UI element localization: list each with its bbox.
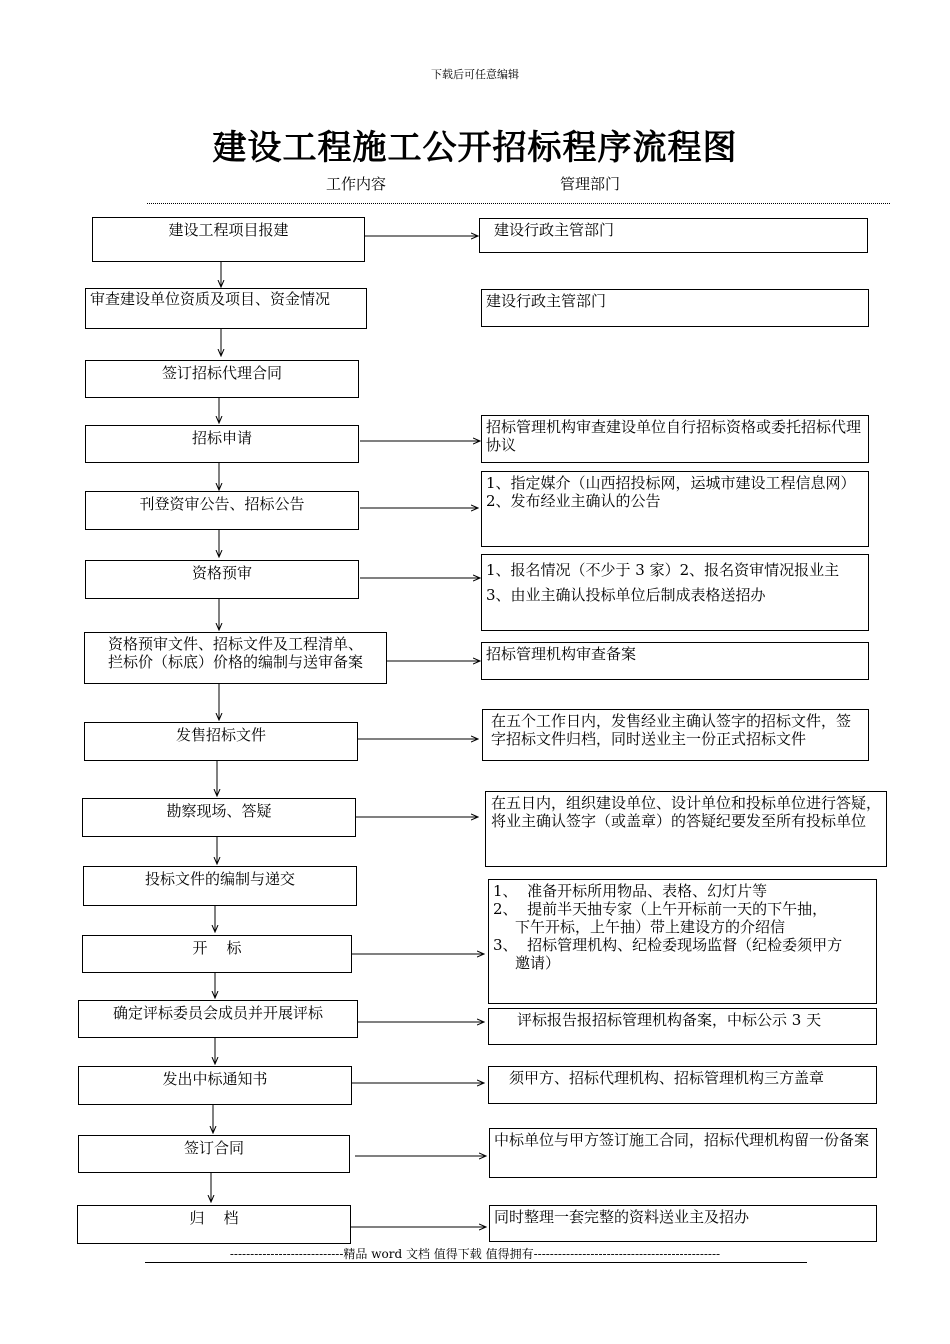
dept-box-12 <box>489 1128 877 1178</box>
step-label: 资格预审 <box>191 564 252 582</box>
step-box-9 <box>82 798 356 837</box>
step-box-7 <box>84 632 387 684</box>
dept-text: 同时整理一套完整的资料送业主及招办 <box>494 1208 750 1226</box>
dept-text-line-5: 邀请） <box>515 954 561 972</box>
step-label: 招标申请 <box>191 429 252 447</box>
dept-box-13 <box>489 1205 877 1242</box>
step-box-15 <box>77 1205 351 1244</box>
step-label-line-1: 资格预审文件、招标文件及工程清单、 <box>107 635 363 653</box>
column-header-work: 工作内容 <box>326 175 387 193</box>
step-box-1 <box>92 217 365 262</box>
step-label: 签订招标代理合同 <box>161 364 282 382</box>
step-box-10 <box>83 866 357 906</box>
dept-text: 招标管理机构审查备案 <box>486 645 637 663</box>
dept-text: 在五个工作日内，发售经业主确认签字的招标文件，签字招标文件归档，同时送业主一份正式招标文件 <box>491 712 852 748</box>
dept-box-10 <box>488 1008 877 1045</box>
step-box-3 <box>85 360 359 398</box>
dept-text: 招标管理机构审查建设单位自行招标资格或委托招标代理协议 <box>486 418 862 454</box>
step-box-6 <box>85 560 359 599</box>
step-label: 建设工程项目报建 <box>168 221 289 239</box>
page-title: 建设工程施工公开招标程序流程图 <box>212 128 738 168</box>
footer-text: ----------------------------精品 word 文档 值得下载 值得拥有---------------------------------------------- <box>229 1247 721 1261</box>
dept-text-line-2: 2、发布经业主确认的公告 <box>486 492 661 510</box>
step-label-line-2: 拦标价（标底）价格的编制与送审备案 <box>107 653 363 671</box>
dept-text: 建设行政主管部门 <box>494 221 615 239</box>
step-label: 确定评标委员会成员并开展评标 <box>112 1004 323 1022</box>
dept-text-line-2: 2、 提前半天抽专家（上午开标前一天的下午抽， <box>493 900 828 918</box>
dept-box-11 <box>488 1066 877 1104</box>
dept-text-line-2: 3、由业主确认投标单位后制成表格送招办 <box>486 586 766 604</box>
dept-box-8 <box>485 791 887 867</box>
dept-text: 建设行政主管部门 <box>486 292 607 310</box>
dept-box-7 <box>482 709 869 761</box>
dept-box-1 <box>479 218 868 253</box>
step-box-8 <box>84 722 358 761</box>
step-label: 审查建设单位资质及项目、资金情况 <box>90 290 331 308</box>
dept-text: 在五日内，组织建设单位、设计单位和投标单位进行答疑，将业主确认签字（或盖章）的答疑纪要发至所有投标单位 <box>491 794 882 830</box>
column-header-dept: 管理部门 <box>560 175 621 193</box>
dept-text-line-4: 3、 招标管理机构、纪检委现场监督（纪检委须甲方 <box>493 936 843 954</box>
step-box-2 <box>85 288 367 329</box>
dept-text: 须甲方、招标代理机构、招标管理机构三方盖章 <box>509 1069 825 1087</box>
dept-box-9 <box>488 879 877 1004</box>
step-box-5 <box>85 491 359 530</box>
dept-box-4 <box>481 471 869 547</box>
step-label: 刊登资审公告、招标公告 <box>139 495 305 513</box>
header-note: 下载后可任意编辑 <box>431 68 519 81</box>
step-label: 勘察现场、答疑 <box>166 802 272 820</box>
dept-box-3 <box>481 415 869 463</box>
step-box-4 <box>85 425 359 463</box>
step-label: 开 标 <box>192 939 242 957</box>
step-box-12 <box>78 1000 358 1038</box>
dept-box-6 <box>481 642 869 680</box>
step-box-14 <box>78 1135 350 1173</box>
dept-text-line-3: 下午开标，上午抽）带上建设方的介绍信 <box>515 918 786 936</box>
dept-text-line-1: 1、指定媒介（山西招投标网，运城市建设工程信息网） <box>486 474 856 492</box>
step-label: 投标文件的编制与递交 <box>144 870 295 888</box>
step-label: 发出中标通知书 <box>162 1070 268 1088</box>
step-label: 签订合同 <box>183 1139 244 1157</box>
dept-text-line-1: 1、报名情况（不少于 3 家）2、报名资审情况报业主 <box>486 561 840 579</box>
step-label: 发售招标文件 <box>175 726 266 744</box>
dept-text: 评标报告报招标管理机构备案，中标公示 3 天 <box>517 1011 822 1029</box>
dept-box-2 <box>481 289 869 327</box>
dept-box-5 <box>481 554 869 631</box>
step-label: 归 档 <box>189 1209 239 1227</box>
step-box-11 <box>82 935 352 973</box>
footer-line <box>145 1262 807 1263</box>
dept-text-line-1: 1、 准备开标所用物品、表格、幻灯片等 <box>493 882 768 900</box>
dept-text: 中标单位与甲方签订施工合同，招标代理机构留一份备案 <box>494 1131 870 1149</box>
step-box-13 <box>78 1066 352 1105</box>
